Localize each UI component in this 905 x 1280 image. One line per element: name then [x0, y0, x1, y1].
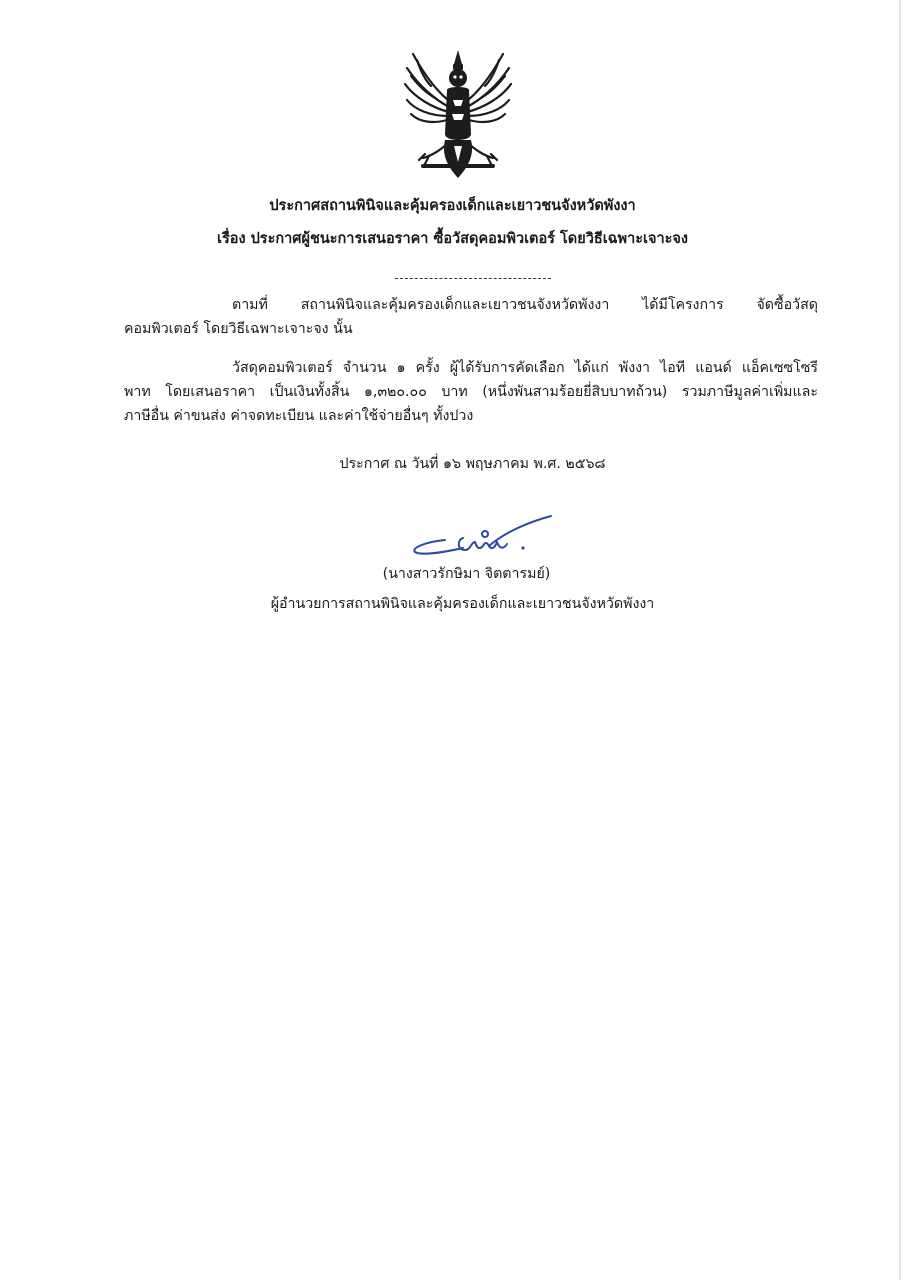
signer-position: ผู้อำนวยการสถานพินิจและคุ้มครองเด็กและเยาวชนจังหวัดพังงา: [270, 596, 655, 612]
announcement-title: ประกาศสถานพินิจและคุ้มครองเด็กและเยาวชนจังหวัดพังงา: [269, 198, 636, 214]
paragraph-1-line-2: คอมพิวเตอร์ โดยวิธีเฉพาะเจาะจง นั้น: [124, 321, 353, 337]
paragraph-2-line-1: วัสดุคอมพิวเตอร์ จำนวน ๑ ครั้ง ผู้ได้รับการคัดเลือก ได้แก่ พังงา ไอที แอนด์ แอ็คเซซโซรี: [232, 360, 818, 376]
paragraph-1-line-1: ตามที่ สถานพินิจและคุ้มครองเด็กและเยาวชนจังหวัดพังงา ได้มีโครงการ จัดซื้อวัสดุ: [232, 297, 818, 313]
body-paragraph-1: [124, 293, 818, 341]
paragraph-2-line-3: ภาษีอื่น ค่าขนส่ง ค่าจดทะเบียน และค่าใช้จ่ายอื่นๆ ทั้งปวง: [124, 408, 474, 424]
paragraph-2-line-2: พาท โดยเสนอราคา เป็นเงินทั้งสิ้น ๑,๓๒๐.๐๐ บาท (หนึ่งพันสามร้อยยี่สิบบาทถ้วน) รวมภาษีมูลค่าเพิ่มและ: [124, 384, 818, 400]
page-edge: [899, 0, 901, 1280]
signer-name: (นางสาวรักษิมา จิตตารมย์): [382, 566, 551, 582]
announcement-date: ประกาศ ณ วันที่ ๑๖ พฤษภาคม พ.ศ. ๒๕๖๘: [339, 456, 606, 472]
dashed-divider: [395, 278, 551, 279]
handwritten-signature-icon: [405, 512, 555, 562]
garuda-emblem-icon: [401, 46, 515, 186]
body-paragraph-2: [124, 356, 818, 428]
announcement-subject: เรื่อง ประกาศผู้ชนะการเสนอราคา ซื้อวัสดุคอมพิวเตอร์ โดยวิธีเฉพาะเจาะจง: [217, 231, 688, 247]
